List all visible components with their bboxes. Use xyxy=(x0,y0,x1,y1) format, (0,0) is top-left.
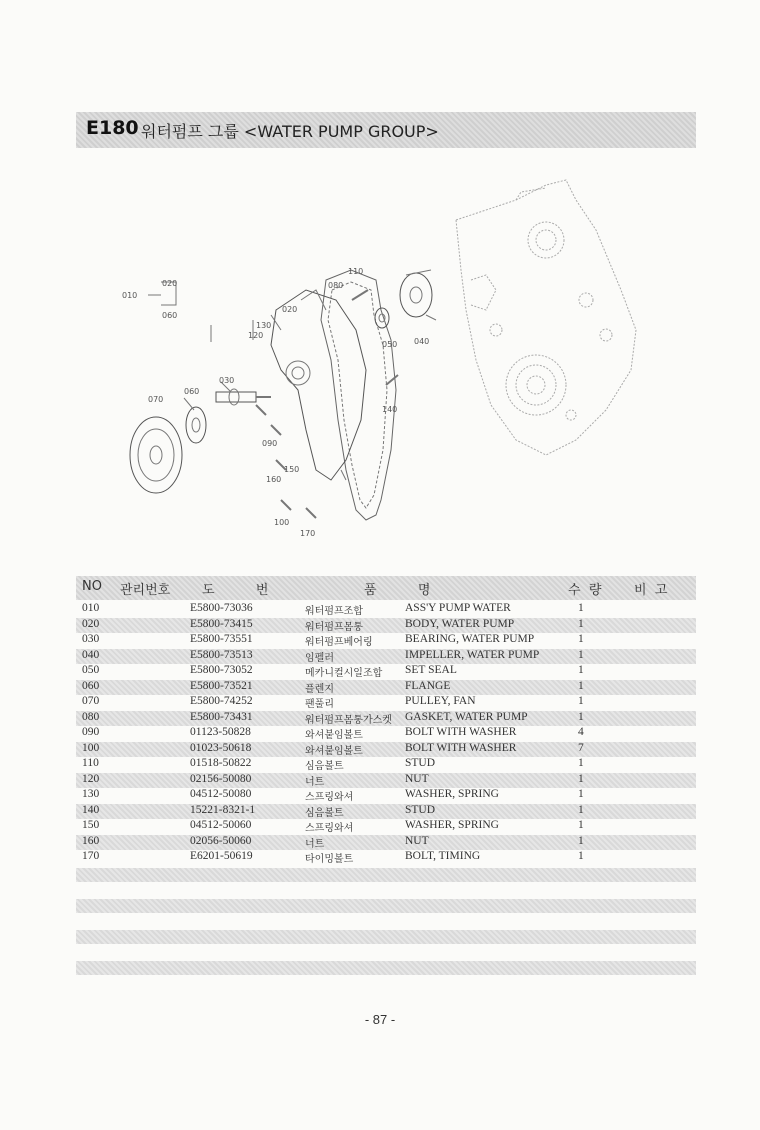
header-drawing-no: 도 번 xyxy=(202,583,269,598)
cell-kname: 임펠러 xyxy=(305,652,334,664)
cell-qty: 1 xyxy=(578,695,584,707)
cell-qty: 1 xyxy=(578,788,584,800)
cell-ename: BOLT, TIMING xyxy=(405,850,481,862)
table-row xyxy=(76,618,696,634)
cell-part-no: E6201-50619 xyxy=(190,850,253,862)
cell-part-no: E5800-73052 xyxy=(190,664,253,676)
cell-part-no: 02156-50080 xyxy=(190,772,252,785)
header-mgmt-no: 관리번호 xyxy=(120,583,171,598)
callout-160: 160 xyxy=(266,475,282,484)
table-row xyxy=(76,757,696,773)
page-number: - 87 - xyxy=(364,1012,396,1027)
cell-no: 170 xyxy=(82,850,100,862)
parts-table-header xyxy=(76,576,696,600)
cell-part-no: E5800-73431 xyxy=(190,710,253,723)
table-row xyxy=(76,649,696,665)
cell-kname: 너트 xyxy=(305,776,325,788)
table-row xyxy=(76,742,696,758)
cell-ename: BODY, WATER PUMP xyxy=(405,617,515,630)
cell-part-no: E5800-73551 xyxy=(190,633,253,645)
cell-no: 100 xyxy=(82,741,100,754)
cell-kname: 메카니컬시일조합 xyxy=(305,668,383,679)
exploded-parts-diagram xyxy=(76,170,696,550)
callout-010: 010 xyxy=(122,291,138,300)
cell-qty: 1 xyxy=(578,757,584,769)
cell-part-no: 02056-50060 xyxy=(190,834,252,847)
table-row xyxy=(76,835,696,851)
cell-part-no: E5800-73415 xyxy=(190,617,253,630)
group-title: 워터펌프 그룹 <WATER PUMP GROUP> xyxy=(141,122,439,141)
cell-no: 150 xyxy=(82,819,100,831)
cell-part-no: 04512-50080 xyxy=(190,788,252,800)
cell-qty: 1 xyxy=(578,850,584,862)
cell-qty: 1 xyxy=(578,710,584,723)
cell-kname: 타이밍볼트 xyxy=(305,854,354,865)
cell-kname: 워터펌프몸통가스켓 xyxy=(305,714,392,726)
cell-part-no: E5800-73036 xyxy=(190,602,253,614)
cell-no: 060 xyxy=(82,679,100,692)
cell-kname: 플렌지 xyxy=(305,683,334,695)
cell-no: 160 xyxy=(82,834,100,847)
blank-row-band xyxy=(76,930,696,944)
callout-040: 040 xyxy=(414,337,430,346)
table-row xyxy=(76,664,696,680)
cell-kname: 워터펌프몸통 xyxy=(305,621,363,633)
callout-090: 090 xyxy=(262,439,278,448)
cell-no: 140 xyxy=(82,803,100,816)
cell-ename: STUD xyxy=(405,757,436,769)
table-row xyxy=(76,788,696,804)
table-row xyxy=(76,602,696,618)
cell-qty: 1 xyxy=(578,602,584,614)
cell-qty: 1 xyxy=(578,633,584,645)
cell-qty: 1 xyxy=(578,664,584,676)
cell-qty: 1 xyxy=(578,803,584,816)
cell-kname: 워터펌프조합 xyxy=(305,606,363,617)
cell-ename: NUT xyxy=(405,772,429,785)
table-row xyxy=(76,773,696,789)
cell-no: 010 xyxy=(82,602,100,614)
callout-130: 130 xyxy=(256,321,272,330)
cell-ename: FLANGE xyxy=(405,679,451,692)
cell-ename: PULLEY, FAN xyxy=(405,695,476,707)
cell-no: 110 xyxy=(82,757,99,769)
callout-020b: 020 xyxy=(282,305,298,314)
table-row xyxy=(76,711,696,727)
cell-part-no: 01518-50822 xyxy=(190,757,252,769)
cell-kname: 팬풀리 xyxy=(305,699,334,710)
cell-part-no: 15221-8321-1 xyxy=(190,803,256,816)
cell-no: 090 xyxy=(82,726,100,738)
cell-ename: WASHER, SPRING xyxy=(405,819,499,831)
cell-ename: SET SEAL xyxy=(405,664,457,676)
cell-qty: 1 xyxy=(578,819,584,831)
callout-170: 170 xyxy=(300,529,316,538)
cell-no: 050 xyxy=(82,664,100,676)
table-row xyxy=(76,804,696,820)
cell-part-no: 01023-50618 xyxy=(190,741,252,754)
cell-part-no: E5800-73513 xyxy=(190,648,253,661)
cell-no: 080 xyxy=(82,710,100,723)
callout-100: 100 xyxy=(274,518,290,527)
water-pump-illustration xyxy=(76,170,696,550)
callout-150: 150 xyxy=(284,465,300,474)
blank-row-band xyxy=(76,899,696,913)
cell-ename: NUT xyxy=(405,834,429,847)
cell-ename: IMPELLER, WATER PUMP xyxy=(405,648,540,661)
cell-no: 120 xyxy=(82,772,100,785)
cell-part-no: E5800-74252 xyxy=(190,695,253,707)
callout-110: 110 xyxy=(348,267,364,276)
cell-ename: BEARING, WATER PUMP xyxy=(405,633,535,645)
callout-060b: 060 xyxy=(184,387,200,396)
cell-part-no: 04512-50060 xyxy=(190,819,252,831)
header-part-name: 품 명 xyxy=(364,583,431,598)
callout-060a: 060 xyxy=(162,311,178,320)
header-qty: 수 량 xyxy=(568,583,602,598)
cell-qty: 1 xyxy=(578,679,584,692)
cell-kname: 너트 xyxy=(305,838,325,850)
cell-kname: 와셔붙임볼트 xyxy=(305,745,363,757)
cell-kname: 스프링와셔 xyxy=(305,792,354,803)
cell-ename: GASKET, WATER PUMP xyxy=(405,710,528,723)
cell-no: 020 xyxy=(82,617,100,630)
cell-no: 040 xyxy=(82,648,100,661)
cell-kname: 스프링와셔 xyxy=(305,823,354,834)
parts-table-body xyxy=(76,602,696,866)
table-row xyxy=(76,633,696,649)
header-no: NO xyxy=(82,579,102,594)
blank-row-band xyxy=(76,961,696,975)
group-title-bar xyxy=(76,112,696,148)
table-row xyxy=(76,680,696,696)
cell-ename: WASHER, SPRING xyxy=(405,788,499,800)
cell-part-no: 01123-50828 xyxy=(190,726,251,738)
cell-no: 130 xyxy=(82,788,100,800)
cell-ename: STUD xyxy=(405,803,436,816)
table-row xyxy=(76,850,696,866)
cell-qty: 1 xyxy=(578,648,584,661)
cell-qty: 4 xyxy=(578,726,584,738)
table-row xyxy=(76,819,696,835)
cell-ename: ASS'Y PUMP WATER xyxy=(405,602,511,614)
callout-140: 140 xyxy=(382,405,398,414)
cell-qty: 1 xyxy=(578,772,584,785)
callout-030: 030 xyxy=(219,376,235,385)
cell-kname: 심음볼트 xyxy=(305,761,344,772)
cell-qty: 7 xyxy=(578,741,584,754)
table-row xyxy=(76,695,696,711)
cell-kname: 심음볼트 xyxy=(305,807,344,819)
blank-row-band xyxy=(76,868,696,882)
cell-ename: BOLT WITH WASHER xyxy=(405,726,517,738)
cell-no: 070 xyxy=(82,695,100,707)
callout-020a: 020 xyxy=(162,279,178,288)
callout-120: 120 xyxy=(248,331,264,340)
cell-no: 030 xyxy=(82,633,100,645)
cell-kname: 워터펌프베어링 xyxy=(305,637,373,648)
cell-part-no: E5800-73521 xyxy=(190,679,253,692)
header-remark: 비 고 xyxy=(634,583,668,598)
cell-kname: 와셔붙임볼트 xyxy=(305,730,363,741)
table-row xyxy=(76,726,696,742)
group-code: E180 xyxy=(86,117,139,139)
callout-070: 070 xyxy=(148,395,164,404)
callout-080: 080 xyxy=(328,281,344,290)
callout-050: 050 xyxy=(382,340,398,349)
cell-qty: 1 xyxy=(578,834,584,847)
cell-qty: 1 xyxy=(578,617,584,630)
cell-ename: BOLT WITH WASHER xyxy=(405,741,517,754)
